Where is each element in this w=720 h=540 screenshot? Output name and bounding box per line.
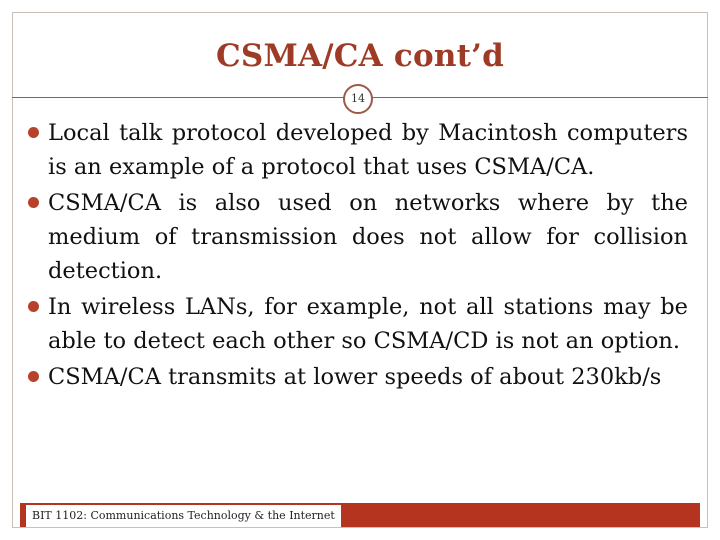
bullet-item xyxy=(26,116,688,184)
bullet-item xyxy=(26,186,688,288)
bullet-item xyxy=(26,290,688,358)
bullet-item xyxy=(26,360,688,394)
bullet-text: CSMA/CA transmits at lower speeds of about 230kb/s xyxy=(48,364,662,390)
footer-label: BIT 1102: Communications Technology & the Internet xyxy=(26,505,341,527)
bullet-dot-icon xyxy=(28,371,39,382)
bullet-text: Local talk protocol developed by Macintosh computers is an example of a protocol that uses CSMA/CA. xyxy=(48,120,688,180)
bullet-dot-icon xyxy=(28,197,39,208)
bullet-list xyxy=(26,116,688,396)
bullet-text: In wireless LANs, for example, not all stations may be able to detect each other so CSMA/CD is not an option. xyxy=(48,294,688,354)
bullet-text: CSMA/CA is also used on networks where by the medium of transmission does not allow for collision detection. xyxy=(48,190,688,284)
slide-title: CSMA/CA cont’d xyxy=(216,38,504,74)
page-number-badge: 14 xyxy=(343,84,373,114)
bullet-dot-icon xyxy=(28,127,39,138)
bullet-dot-icon xyxy=(28,301,39,312)
